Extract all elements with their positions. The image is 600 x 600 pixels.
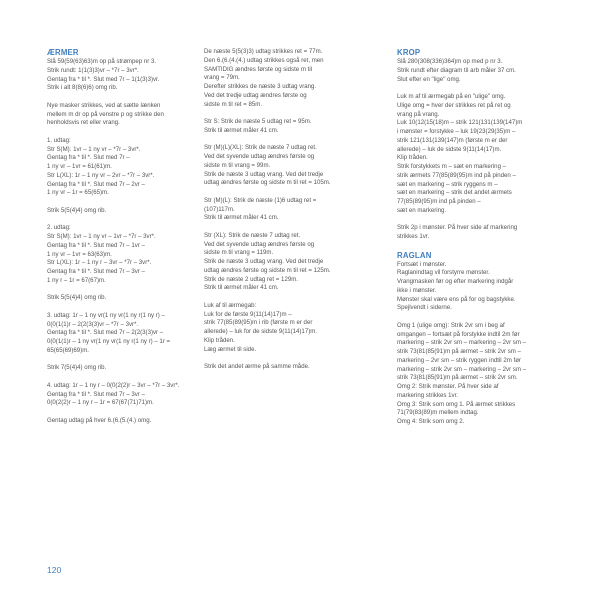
text-line: Strik 5(5(4)4) omg rib. (47, 294, 107, 302)
text-line: sidste m til ret = 85m. (204, 100, 263, 108)
text-line: 0(0(1(1)r – 1 ny vr(1 ny vr(1 ny r(1 ny r) – 1r = (47, 338, 171, 345)
text-line: Gentag fra * til *. Slut med 7r – 3vr – (47, 268, 145, 275)
paragraph-gap (204, 109, 384, 118)
text-line: 0(0(2(2)r – 1 ny r – 1r = 67(67(71)71)m. (47, 399, 154, 407)
text-line: vrang på vrang. (397, 110, 440, 118)
text-line: Strik de næste 2 udtag ret = 129m. (204, 275, 298, 283)
section-heading: KROP (397, 48, 421, 57)
text-line: strik 77(85(89(95)m i rib (første m er der (204, 319, 313, 327)
text-line: sæt en markering. (397, 206, 447, 214)
text-line: Str (XL): Strik de næste 7 udtag ret. (204, 231, 301, 239)
text-line: vrang = 79m. (204, 74, 240, 82)
paragraph-gap (204, 354, 384, 363)
text-line: Strik rundt efter diagram til arb måler 37 cm. (397, 66, 516, 74)
paragraph-gap (204, 136, 384, 145)
paragraph (47, 312, 195, 356)
text-line: Slut efter en "lige" omg. (397, 75, 461, 83)
text-line: Luk 10(12(15(18)m – strik 121(131(139(147)m (397, 119, 523, 127)
paragraph-gap (47, 303, 195, 312)
text-line: mellem m dr op på venstre p og strikke den (47, 110, 164, 118)
text-line: Den 6.(6.(4.(4.) udtag strikkes også ret, men (204, 56, 324, 64)
paragraph (47, 382, 195, 408)
text-line: Strik 2p i mønster. På hver side af markering (397, 224, 518, 232)
paragraph (397, 224, 557, 242)
text-line: strikkes 1vr. (397, 233, 430, 240)
text-line: markering strikkes 1vr. (397, 391, 458, 399)
text-line: Omg 2: Strik mønster. På hver side af (397, 383, 499, 390)
text-line: allerede) – luk de sidste 9(11(14(17)m. (397, 145, 502, 153)
text-line: Spejlvendt i siderne. (397, 304, 452, 312)
paragraph (397, 58, 557, 84)
text-line: Gentag fra * til *. Slut med 7r – (47, 154, 130, 162)
text-line: Omg 1 (ulige omg): Strik 2vr sm i beg af (397, 321, 505, 329)
paragraph (204, 363, 384, 372)
text-line: omgangen – fortsæt på forstykke indtil 2m før (397, 330, 520, 338)
paragraph (397, 261, 557, 314)
paragraph-gap (47, 93, 195, 102)
paragraph-gap (204, 223, 384, 232)
text-line: 1 ny vr – 1vr = 63(63)m. (47, 250, 112, 258)
text-line: 0(0(1(1)r – 2(2(3(3)vr – *7r – 3vr*. (47, 320, 139, 328)
text-line: Ved det syvende udtag ændres første og (204, 153, 315, 160)
text-line: 1 ny r – 1r = 67(67)m. (47, 276, 106, 284)
text-line: Luk af til ærmegab: (204, 301, 257, 309)
text-line: markering – strik 2vr sm – markering – 2vr sm – (397, 339, 527, 347)
paragraph-gap (47, 216, 195, 225)
text-line: 2. udtag: (47, 224, 71, 232)
text-line: Strik til ærmet måler 41 cm. (204, 284, 279, 292)
text-line: Str S: Strik de næste 5 udtag ret = 95m. (204, 118, 312, 125)
page-number: 120 (47, 565, 62, 575)
text-line: sæt en markering – strik det andet ærmets (397, 189, 512, 197)
text-line: Gentag fra * til *. Slut med 7r – 1vr – (47, 241, 145, 249)
paragraph-gap (397, 216, 557, 225)
text-line: ikke i mønster. (397, 286, 437, 294)
text-line: Klip tråden. (204, 336, 235, 344)
text-line: Fortsæt i mønster. (397, 260, 447, 268)
text-line: Strik rundt: 1(1(3)3)vr – *7r – 3vr*. (47, 66, 139, 74)
text-line: i mønster = forstykke – luk 19(23(29(35)m – (397, 128, 516, 135)
text-line: strik 73(81(85(91)m på ærmet – strik 2vr sm. (397, 374, 518, 382)
paragraph (47, 224, 195, 285)
text-line: 77(85(89(95)m ind på pinden – (397, 198, 481, 205)
text-line: Slå 280(308(336)364)m op med p nr 3. (397, 58, 503, 65)
text-line: Gentag fra * til *. Slut med 7r – 3vr – (47, 390, 145, 398)
text-line: 1 ny vr – 1r = 65(65)m. (47, 189, 109, 197)
paragraph (47, 102, 195, 128)
paragraph-gap (397, 313, 557, 322)
paragraph (204, 118, 384, 136)
text-line: Str S(M): 1vr – 1 ny vr – 1vr – *7r – 3vr*. (47, 233, 156, 240)
text-line: Strik 5(5(4)4) omg rib. (47, 206, 107, 214)
text-line: Derefter strikkes de næste 3 udtag vrang. (204, 83, 317, 90)
text-line: Str S(M): 1vr – 1 ny vr – *7r – 3vr*. (47, 145, 141, 153)
text-line: Str L(XL): 1r – 1 ny r – 3vr – *7r – 3vr*. (47, 259, 152, 267)
section-heading: RAGLAN (397, 250, 432, 260)
text-line: allerede) – luk for de sidste 9(11(14)17)m. (204, 328, 318, 335)
text-line: De næste 5(5(3)3) udtag strikkes ret = 77m. (204, 48, 323, 55)
text-line: sidste m til vrang = 119m. (204, 249, 274, 257)
paragraph (47, 58, 195, 93)
text-line: Strik forstykkets m – sæt en markering – (397, 163, 507, 170)
paragraph-gap (397, 84, 557, 93)
paragraph (204, 302, 384, 355)
text-line: Str L(XL): 1r – 1 ny vr – 2vr – *7r – 3vr*. (47, 171, 155, 179)
text-line: Læg ærmet til side. (204, 345, 257, 353)
text-line: Strik til ærmet måler 41 cm. (204, 214, 279, 222)
column-1 (47, 48, 195, 426)
text-line: Strik i alt 8(8(6)6) omg rib. (47, 84, 118, 92)
text-line: Strik til ærmet måler 41 cm. (204, 126, 279, 134)
text-line: strik 73(81(85(91)m på ærmet – strik 2vr sm – (397, 348, 521, 355)
section-heading: ÆRMER (47, 48, 79, 57)
text-line: 3. udtag: 1r – 1 ny vr(1 ny vr(1 ny r(1 ny r) – (47, 311, 165, 319)
paragraph (47, 364, 195, 373)
paragraph-gap (47, 128, 195, 137)
text-line: udtag ændres første og sidste m til ret = 105m. (204, 179, 331, 187)
text-line: Strik de næste 3 udtag vrang. Ved det tredje (204, 170, 324, 178)
paragraph (204, 144, 384, 188)
text-line: SAMTIDIG ændres første og sidste m til (204, 65, 313, 73)
paragraph (47, 417, 195, 426)
text-line: sæt en markering – strik ryggens m – (397, 180, 498, 188)
text-line: 65(65(69)69)m. (47, 346, 89, 354)
paragraph-gap (204, 188, 384, 197)
text-line: Ved det syvende udtag ændres første og (204, 240, 315, 248)
paragraph (204, 197, 384, 223)
paragraph-gap (47, 408, 195, 417)
text-line: Klip tråden. (397, 154, 428, 162)
text-line: Omg 4: Strik som omg 2. (397, 418, 465, 425)
text-line: Vrangmasken før og efter markering indgår (397, 278, 514, 285)
text-line: Gentag fra * til *. Slut med 7r – 2vr – (47, 180, 145, 188)
paragraph (204, 48, 384, 109)
paragraph-gap (47, 198, 195, 207)
text-line: Omg 3: Strik som omg 1. På ærmet strikkes (397, 400, 516, 408)
text-line: Strik de næste 3 udtag vrang. Ved det tredje (204, 258, 324, 265)
column-2 (204, 48, 384, 372)
text-line: markering – strik 2vr sm – markering – 2vr sm – (397, 365, 527, 373)
text-line: Raglanindtag vil forstyrre mønster. (397, 269, 490, 277)
paragraph (47, 137, 195, 198)
text-line: Str (M)(L): Strik de næste (1)6 udtag ret = (204, 196, 317, 204)
text-line: Strik 7(5(4)4) omg rib. (47, 364, 107, 372)
text-line: 4. udtag: 1r – 1 ny r – 0(0(2(2)r – 3vr – *7r – 3vr*. (47, 381, 180, 389)
paragraph-gap (47, 286, 195, 295)
paragraph-gap (397, 242, 557, 251)
text-line: Ulige omg = hver der strikkes ret på ret og (397, 101, 511, 109)
text-line: strik ærmets 77(85(89(95)m ind på pinden – (397, 171, 516, 179)
paragraph (397, 322, 557, 427)
text-line: Str (M)(L)(XL): Strik de næste 7 udtag ret. (204, 144, 317, 152)
paragraph-gap (204, 293, 384, 302)
text-line: Luk for de første 9(11(14)17)m – (204, 310, 292, 318)
text-line: Slå 59(59(63)63)m op på strømpep nr 3. (47, 58, 157, 65)
text-line: Luk m af til ærmegab på en "ulige" omg. (397, 93, 506, 100)
text-line: strik 121(131(139(147)m (første m er der (397, 136, 508, 144)
text-line: 1 ny vr – 1vr = 61(61)m. (47, 163, 112, 170)
paragraph (47, 207, 195, 216)
text-line: Gentag fra * til *. Slut med 7r – 1(1(3)3)vr. (47, 75, 160, 83)
text-line: Nye masker strikkes, ved at sætte lænken (47, 101, 161, 109)
paragraph-gap (47, 356, 195, 365)
paragraph (204, 232, 384, 293)
text-line: Gentag fra * til *. Slut med 7r – 2(2(3(3)vr – (47, 329, 164, 337)
paragraph-gap (47, 373, 195, 382)
text-line: henholdsvis ret eller vrang. (47, 119, 120, 127)
text-line: 1. udtag: (47, 136, 71, 144)
text-line: udtag ændres første og sidste m til ret = 125m. (204, 266, 331, 274)
column-3 (397, 48, 557, 427)
text-line: Gentag udtag på hver 6.(6.(5.(4.) omg. (47, 416, 152, 424)
text-line: (107)117m. (204, 205, 235, 213)
text-line: Strik det andet ærme på samme måde. (204, 363, 310, 370)
text-line: markering – 2vr sm – strik ryggen indtil 2m før (397, 356, 521, 364)
text-line: Mønster skal være ens på for og bagstykke. (397, 295, 516, 303)
paragraph (397, 93, 557, 216)
text-line: sidste m til vrang = 99m. (204, 161, 271, 169)
text-line: Ved det tredje udtag ændres første og (204, 91, 307, 99)
paragraph (47, 294, 195, 303)
text-line: 71(79(83(89)m mellem indtag. (397, 409, 479, 417)
